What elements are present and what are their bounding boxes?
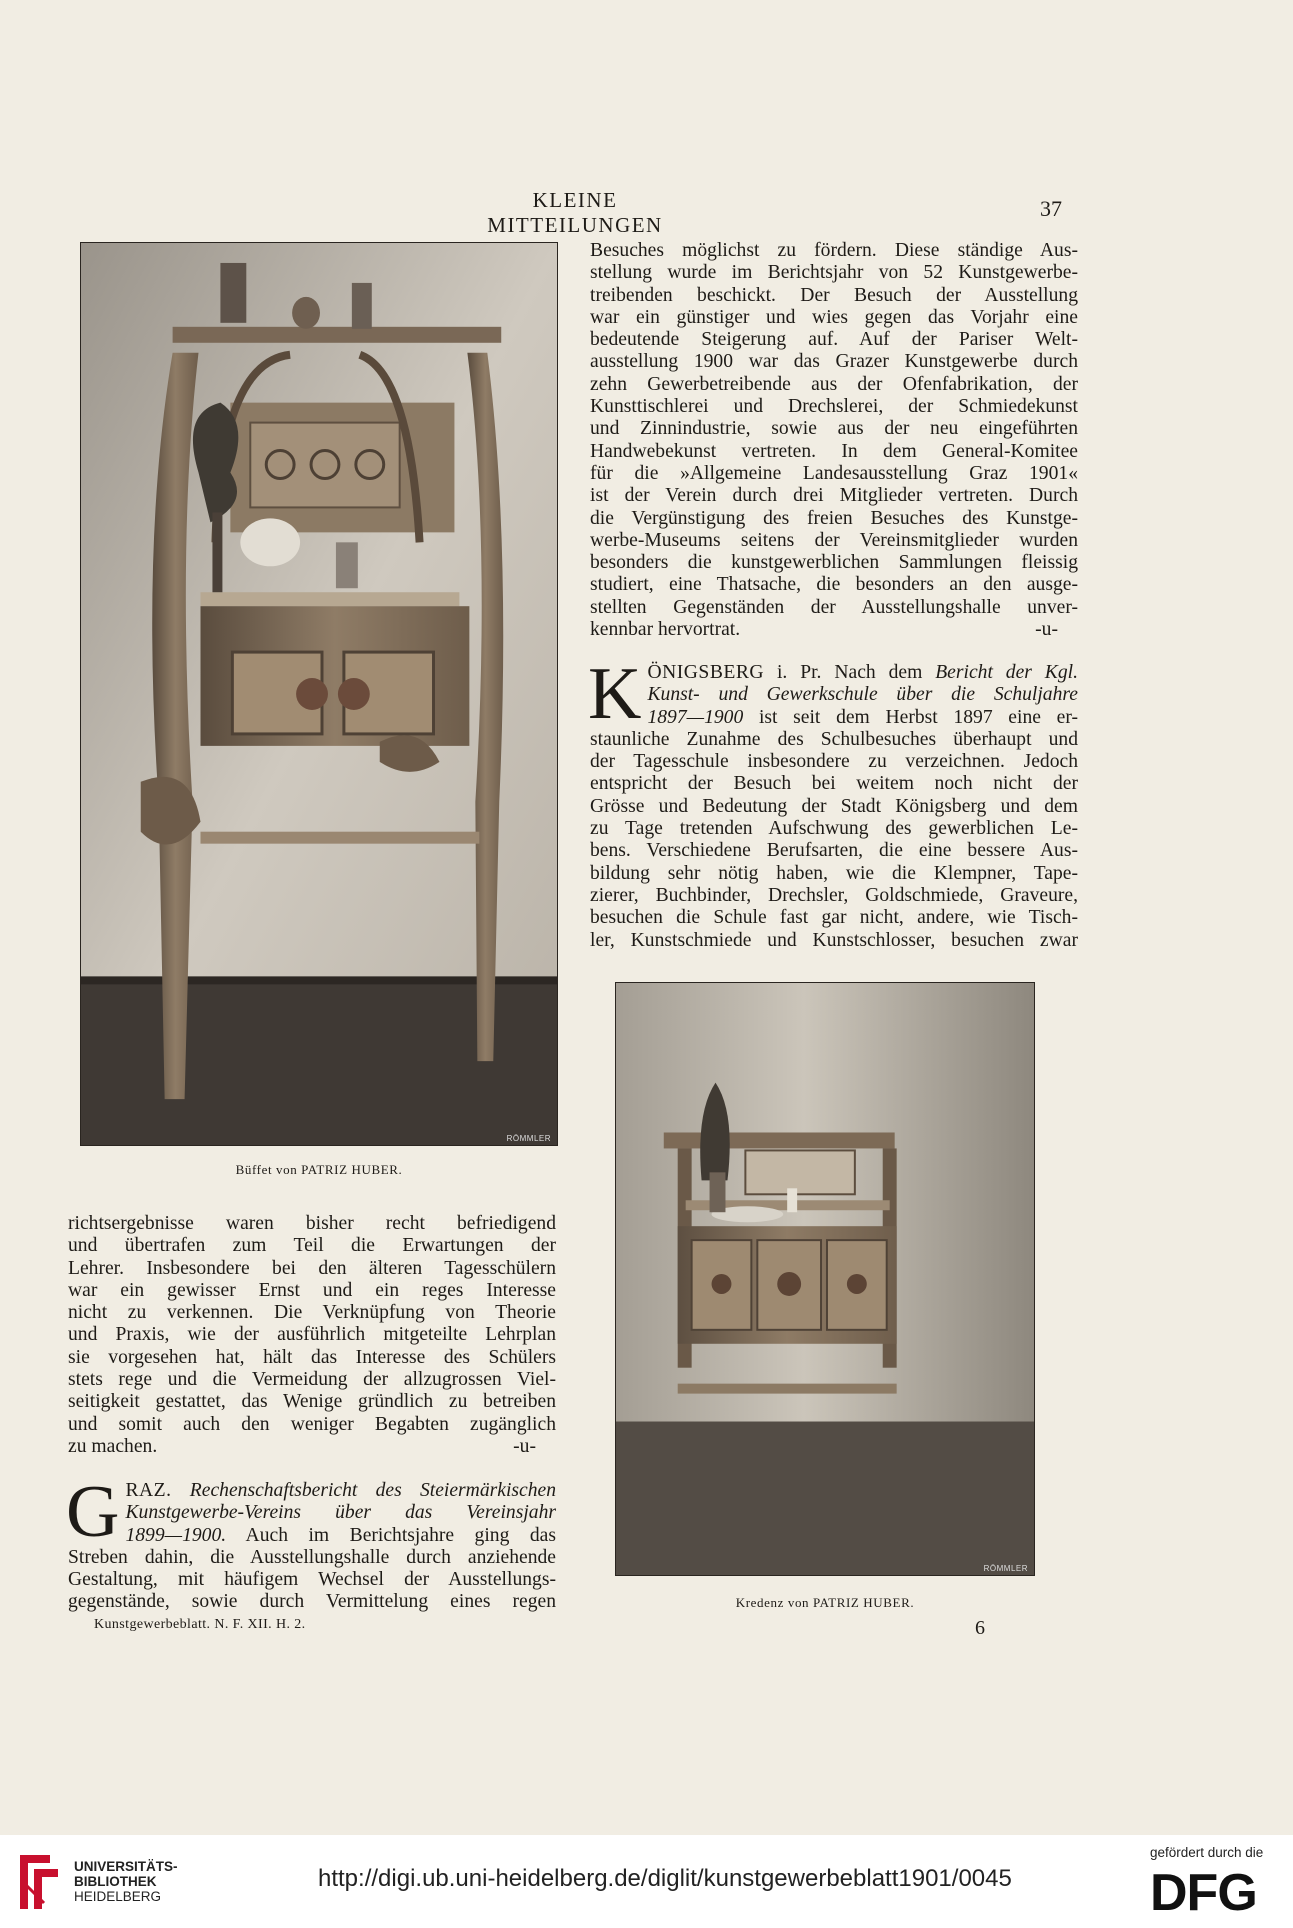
text-line-last bbox=[590, 619, 1078, 641]
right-column-top bbox=[590, 240, 1078, 641]
text-line: Handwebekunst vertreten. In dem General-Komitee bbox=[590, 440, 1078, 462]
text-line: bedeutende Steigerung auf. Auf der Pariser Welt- bbox=[590, 329, 1078, 351]
report-title: Bericht der Kgl. bbox=[935, 662, 1079, 683]
text-fragment: Auch im Berichtsjahre ging das bbox=[226, 1524, 556, 1546]
text-fragment: ist seit dem Herbst 1897 eine er- bbox=[743, 706, 1078, 728]
buffet-illustration bbox=[81, 243, 557, 1145]
author-signature: -u- bbox=[513, 1435, 536, 1457]
text-line: nicht zu verkennen. Die Verknüpfung von Theorie bbox=[68, 1302, 556, 1324]
text-line: der Tagesschule insbesondere zu verzeichnen. Jedoch bbox=[590, 751, 1078, 773]
text-line-content: zu machen. bbox=[68, 1435, 158, 1457]
buffet-caption: Büffet von PATRIZ HUBER. bbox=[235, 1162, 403, 1177]
text-line: und somit auch den weniger Begabten zugänglich bbox=[68, 1413, 556, 1435]
university-library-name bbox=[74, 1859, 178, 1904]
report-title-cont: Kunst- und Gewerkschule über die Schuljahre bbox=[647, 684, 1078, 706]
text-line: und Praxis, wie der ausführlich mitgeteilte Lehrplan bbox=[68, 1324, 556, 1346]
kredenz-illustration bbox=[616, 983, 1034, 1575]
text-line: Grösse und Bedeutung der Stadt Königsberg und dem bbox=[590, 795, 1078, 817]
text-line: zierer, Buchbinder, Drechsler, Goldschmiede, Graveure, bbox=[590, 884, 1078, 906]
library-name-line: HEIDELBERG bbox=[74, 1889, 162, 1904]
dropcap-k: K bbox=[588, 653, 642, 735]
text-line: und Zinnindustrie, sowie aus der neu eingeführten bbox=[590, 418, 1078, 440]
text-line: Besuches möglichst zu fördern. Diese ständige Aus- bbox=[590, 240, 1078, 261]
text-line: werbe-Museums seitens der Vereinsmitglieder wurden bbox=[590, 529, 1078, 551]
footer-signature: Kunstgewerbeblatt. N. F. XII. H. 2. bbox=[94, 1617, 306, 1632]
library-name-line: UNIVERSITÄTS- bbox=[74, 1859, 178, 1874]
text-fragment: i. Pr. Nach dem bbox=[764, 662, 936, 683]
text-line bbox=[590, 684, 1078, 706]
report-years: 1897—1900 bbox=[647, 706, 744, 728]
dropcap-g: G bbox=[66, 1471, 120, 1553]
text-line: war ein gewisser Ernst und ein reges Interesse bbox=[68, 1279, 556, 1301]
digitization-footer bbox=[0, 1835, 1293, 1928]
permalink-url[interactable]: http://digi.ub.uni-heidelberg.de/diglit/kunstgewerbeblatt1901/0045 bbox=[318, 1865, 1012, 1892]
page-number: 37 bbox=[1040, 196, 1062, 221]
text-line-content: kennbar hervortrat. bbox=[590, 619, 741, 641]
text-line: für die »Allgemeine Landesausstellung Graz 1901« bbox=[590, 462, 1078, 484]
text-line: Streben dahin, die Ausstellungshalle durch anziehende bbox=[68, 1546, 556, 1568]
text-line: die Vergünstigung des freien Besuches des Kunstge- bbox=[590, 507, 1078, 529]
text-line bbox=[590, 662, 1078, 684]
text-line: ler, Kunstschmiede und Kunstschlosser, besuchen zwar bbox=[590, 929, 1078, 951]
text-line: zehn Gewerbetreibende aus der Ofenfabrikation, der bbox=[590, 373, 1078, 395]
kredenz-photo bbox=[615, 982, 1035, 1576]
text-line: war ein günstiger und wies gegen das Vorjahr eine bbox=[590, 306, 1078, 328]
text-line: Lehrer. Insbesondere bei den älteren Tagesschülern bbox=[68, 1257, 556, 1279]
university-library-logo-icon bbox=[14, 1851, 64, 1913]
graz-section bbox=[66, 1471, 556, 1614]
running-head: KLEINE MITTEILUNGEN bbox=[487, 188, 663, 237]
author-signature: -u- bbox=[1035, 619, 1058, 641]
text-line: richtsergebnisse waren bisher recht befriedigend bbox=[68, 1213, 556, 1234]
text-line: studiert, eine Thatsache, die besonders an den ausge- bbox=[590, 574, 1078, 596]
text-line-last bbox=[68, 1436, 556, 1458]
text-line: stets rege und die Vermeidung der allzugrossen Viel- bbox=[68, 1369, 556, 1391]
text-line: und übertrafen zum Teil die Erwartungen der bbox=[68, 1235, 556, 1257]
report-title-cont: Kunstgewerbe-Vereins über das Vereinsjahr bbox=[125, 1502, 556, 1524]
text-line: entspricht der Besuch bei weitem noch nicht der bbox=[590, 773, 1078, 795]
report-years: 1899—1900. bbox=[125, 1524, 227, 1546]
text-line: treibenden beschickt. Der Besuch der Ausstellung bbox=[590, 284, 1078, 306]
funding-label: gefördert durch die bbox=[1150, 1845, 1264, 1860]
text-line: ist der Verein durch drei Mitglieder vertreten. Durch bbox=[590, 485, 1078, 507]
text-line: staunliche Zunahme des Schulbesuches überhaupt und bbox=[590, 728, 1078, 750]
buffet-photo bbox=[80, 242, 558, 1146]
text-line bbox=[68, 1502, 556, 1524]
text-line: bildung sehr nötig haben, wie die Klempner, Tape- bbox=[590, 862, 1078, 884]
text-line: stellung wurde im Berichtsjahr von 52 Kunstgewerbe- bbox=[590, 262, 1078, 284]
library-name-line: BIBLIOTHEK bbox=[74, 1874, 157, 1889]
report-title: Rechenschaftsbericht des Steiermärkischen bbox=[171, 1480, 556, 1501]
sheet-signature-number: 6 bbox=[975, 1617, 985, 1639]
text-line: besonders die kunstgewerblichen Sammlungen fleissig bbox=[590, 552, 1078, 574]
section-title: ÖNIGSBERG bbox=[647, 662, 765, 683]
text-line: Gestaltung, mit häufigem Wechsel der Ausstellungs- bbox=[68, 1569, 556, 1591]
text-line: seitigkeit gestattet, das Wenige gründlich zu betreiben bbox=[68, 1391, 556, 1413]
text-line bbox=[68, 1480, 556, 1502]
dfg-logo: DFG bbox=[1150, 1864, 1257, 1922]
text-line: zu Tage tretenden Aufschwung des gewerblichen Le- bbox=[590, 818, 1078, 840]
buffet-photo-credit: RÖMMLER bbox=[506, 1134, 551, 1143]
text-line: gegenstände, sowie durch Vermittelung eines regen bbox=[68, 1591, 556, 1613]
text-line: sie vorgesehen hat, hält das Interesse des Schülers bbox=[68, 1346, 556, 1368]
text-line bbox=[590, 707, 1078, 729]
kredenz-caption: Kredenz von PATRIZ HUBER. bbox=[735, 1595, 915, 1610]
text-line bbox=[68, 1525, 556, 1547]
section-title: RAZ. bbox=[125, 1480, 172, 1501]
koenigsberg-section bbox=[588, 653, 1079, 952]
text-line: Kunsttischlerei und Drechslerei, der Schmiedekunst bbox=[590, 396, 1078, 418]
text-line: ausstellung 1900 war das Grazer Kunstgewerbe durch bbox=[590, 351, 1078, 373]
text-line: bens. Verschiedene Berufsarten, die eine bessere Aus- bbox=[590, 840, 1078, 862]
left-column-bottom bbox=[68, 1213, 556, 1458]
text-line: stellten Gegenständen der Ausstellungshalle unver- bbox=[590, 596, 1078, 618]
text-line: besuchen die Schule fast gar nicht, andere, wie Tisch- bbox=[590, 907, 1078, 929]
kredenz-photo-credit: RÖMMLER bbox=[983, 1564, 1028, 1573]
